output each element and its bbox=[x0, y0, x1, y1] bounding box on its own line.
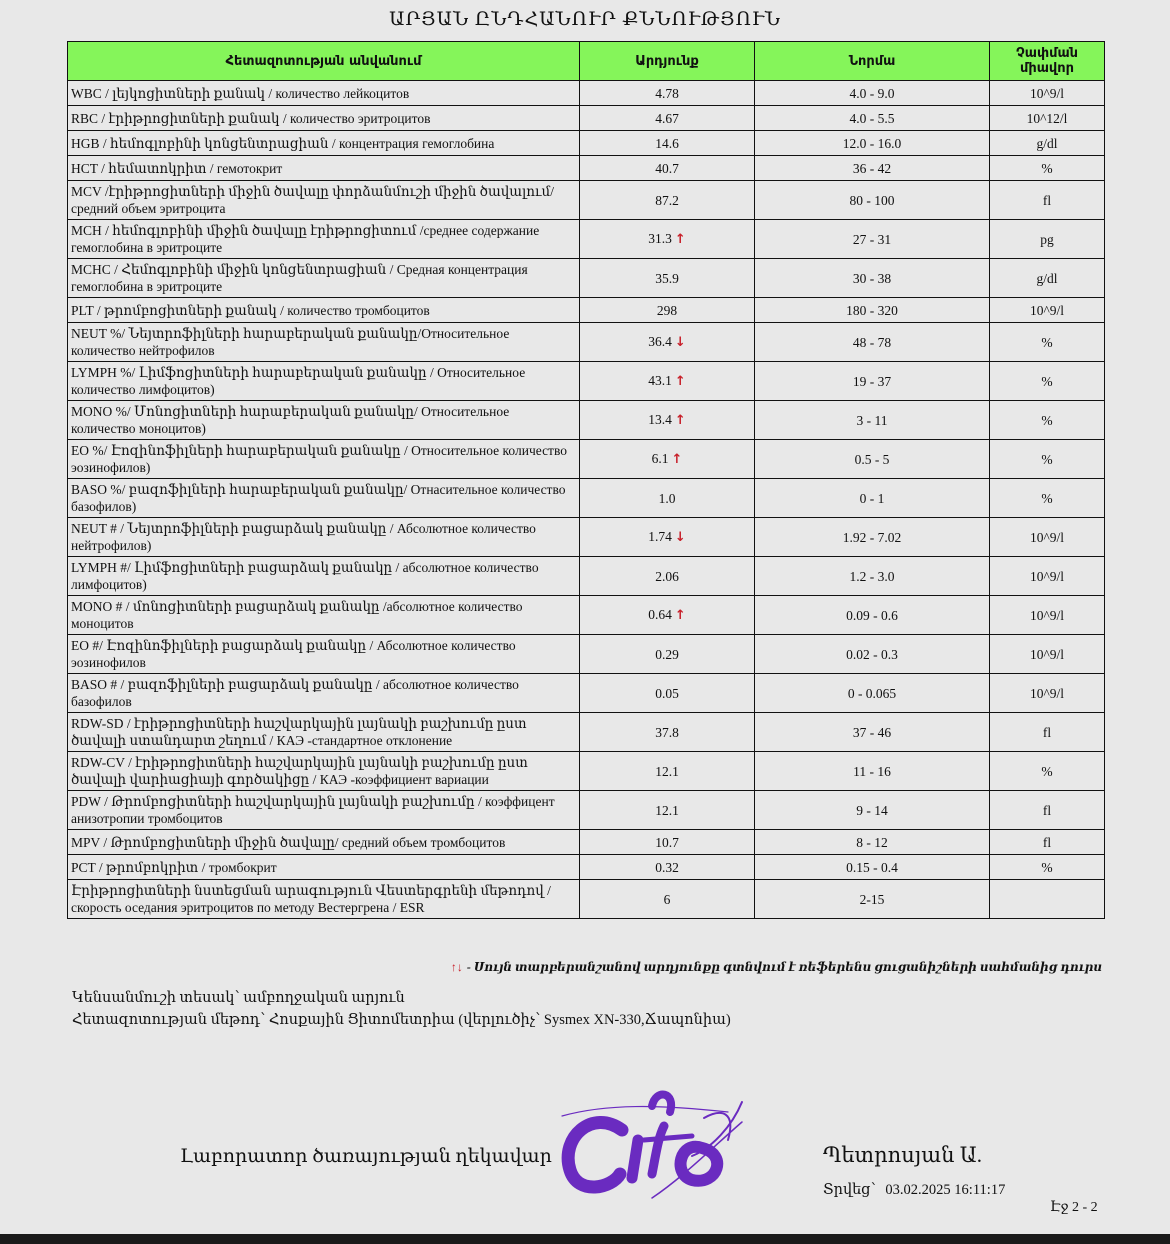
issue-date bbox=[823, 1182, 1005, 1199]
unit: % bbox=[990, 362, 1105, 401]
unit: % bbox=[990, 401, 1105, 440]
table-row bbox=[68, 674, 1105, 713]
result-value: 0.64 bbox=[648, 607, 672, 622]
reference-range: 0 - 1 bbox=[755, 479, 990, 518]
arrow-up-icon: ↑ bbox=[674, 413, 686, 428]
table-row bbox=[68, 752, 1105, 791]
table-row bbox=[68, 362, 1105, 401]
legend bbox=[451, 960, 1102, 975]
unit: 10^9/l bbox=[990, 557, 1105, 596]
unit: 10^9/l bbox=[990, 596, 1105, 635]
test-name: RDW-CV / էրիթրոցիտների հաշվարկային լայնակի բաշխումը ըստ ծավալի վարիացիայի գործակիցը / КАЭ -коэффициент вариации bbox=[68, 752, 580, 791]
result-value: 40.7 bbox=[655, 160, 679, 176]
test-name: NEUT %/ Նեյտրոֆիլների հարաբերական քանակը/Относительное количество нейтрофилов bbox=[68, 323, 580, 362]
reference-range: 48 - 78 bbox=[755, 323, 990, 362]
table-row bbox=[68, 156, 1105, 181]
test-name: PDW / Թրոմբոցիտների հաշվարկային լայնակի բաշխումը / коэффицент анизотропии тромбоцитов bbox=[68, 791, 580, 830]
test-name: MCHC / Հեմոգլոբինի միջին կոնցենտրացիան / Средная концентрация гемоглобина в эритроците bbox=[68, 259, 580, 298]
reference-range: 2-15 bbox=[755, 880, 990, 919]
result-value: 298 bbox=[656, 302, 678, 318]
header-unit: Չափման միավոր bbox=[990, 42, 1105, 81]
table-header-row bbox=[68, 42, 1105, 81]
reference-range: 4.0 - 9.0 bbox=[755, 81, 990, 106]
result-value: 14.6 bbox=[655, 135, 679, 151]
test-result bbox=[580, 635, 755, 674]
result-value: 0.05 bbox=[655, 685, 679, 701]
unit: fl bbox=[990, 791, 1105, 830]
test-name: MONO %/ Մոնոցիտների հարաբերական քանակը/ Относительное количество моноцитов) bbox=[68, 401, 580, 440]
unit: 10^9/l bbox=[990, 298, 1105, 323]
unit: fl bbox=[990, 830, 1105, 855]
test-result bbox=[580, 518, 755, 557]
test-result bbox=[580, 880, 755, 919]
signature-image bbox=[552, 1078, 752, 1208]
table-row bbox=[68, 106, 1105, 131]
table-row bbox=[68, 220, 1105, 259]
reference-range: 12.0 - 16.0 bbox=[755, 131, 990, 156]
result-value: 0.32 bbox=[655, 859, 679, 875]
result-value: 10.7 bbox=[655, 834, 679, 850]
result-value: 31.3 bbox=[648, 231, 672, 246]
test-result bbox=[580, 362, 755, 401]
test-name: NEUT # / Նեյտրոֆիլների բացարձակ քանակը / Абсолютное количество нейтрофилов) bbox=[68, 518, 580, 557]
result-value: 2.06 bbox=[655, 568, 679, 584]
arrow-up-icon: ↑ bbox=[671, 452, 683, 467]
legend-arrows: ↑↓ bbox=[450, 960, 463, 974]
results-table bbox=[67, 41, 1105, 919]
table-row bbox=[68, 131, 1105, 156]
test-result bbox=[580, 440, 755, 479]
result-value: 6.1 bbox=[651, 451, 669, 466]
reference-range: 180 - 320 bbox=[755, 298, 990, 323]
test-name: EO %/ Էոզինոֆիլների հարաբերական քանակը / Относительное количество эозинофилов) bbox=[68, 440, 580, 479]
table-row bbox=[68, 830, 1105, 855]
test-result bbox=[580, 791, 755, 830]
unit: % bbox=[990, 440, 1105, 479]
results-body bbox=[68, 81, 1105, 919]
result-value: 4.78 bbox=[655, 85, 679, 101]
table-row bbox=[68, 81, 1105, 106]
arrow-up-icon: ↑ bbox=[674, 374, 686, 389]
result-value: 87.2 bbox=[655, 192, 679, 208]
test-result bbox=[580, 752, 755, 791]
test-name: PCT / թրոմբոկրիտ / тромбокрит bbox=[68, 855, 580, 880]
reference-range: 19 - 37 bbox=[755, 362, 990, 401]
unit: 10^9/l bbox=[990, 518, 1105, 557]
unit: % bbox=[990, 156, 1105, 181]
test-name: Էրիթրոցիտների նստեցման արագություն Վեստերգրենի մեթոդով / скорость оседания эритроцитов по методу Вестергрена / ESR bbox=[68, 880, 580, 919]
test-name: RDW-SD / էրիթրոցիտների հաշվարկային լայնակի բաշխումը ըստ ծավալի ստանդարտ շեղում / КАЭ -стандартное отклонение bbox=[68, 713, 580, 752]
table-row bbox=[68, 401, 1105, 440]
test-result bbox=[580, 323, 755, 362]
test-name: LYMPH %/ Լիմֆոցիտների հարաբերական քանակը / Относительное количество лимфоцитов) bbox=[68, 362, 580, 401]
unit: g/dl bbox=[990, 131, 1105, 156]
result-value: 1.74 bbox=[648, 529, 672, 544]
test-result bbox=[580, 674, 755, 713]
test-name: LYMPH #/ Լիմֆոցիտների բացարձակ քանակը / абсолютное количество лимфоцитов) bbox=[68, 557, 580, 596]
unit: 10^9/l bbox=[990, 674, 1105, 713]
unit: fl bbox=[990, 713, 1105, 752]
result-value: 12.1 bbox=[655, 802, 679, 818]
table-row bbox=[68, 298, 1105, 323]
arrow-up-icon: ↑ bbox=[674, 232, 686, 247]
test-name: RBC / էրիթրոցիտների քանակ / количество эритроцитов bbox=[68, 106, 580, 131]
result-value: 43.1 bbox=[648, 373, 672, 388]
table-row bbox=[68, 557, 1105, 596]
reference-range: 36 - 42 bbox=[755, 156, 990, 181]
test-name: EO #/ Էոզինոֆիլների բացարձակ քանակը / Абсолютное количество эозинофилов bbox=[68, 635, 580, 674]
test-name: MONO # / մոնոցիտների բացարձակ քանակը /абсолютное количество моноцитов bbox=[68, 596, 580, 635]
reference-range: 80 - 100 bbox=[755, 181, 990, 220]
reference-range: 1.92 - 7.02 bbox=[755, 518, 990, 557]
unit: 10^9/l bbox=[990, 635, 1105, 674]
table-row bbox=[68, 518, 1105, 557]
result-value: 35.9 bbox=[655, 270, 679, 286]
reference-range: 8 - 12 bbox=[755, 830, 990, 855]
table-row bbox=[68, 479, 1105, 518]
result-value: 37.8 bbox=[655, 724, 679, 740]
reference-range: 0.09 - 0.6 bbox=[755, 596, 990, 635]
test-result bbox=[580, 81, 755, 106]
test-method: Հետազոտության մեթոդ՝ Հոսքային Ցիտոմետրիա (վերլուծիչ՝ Sysmex XN-330,Ճապոնիա) bbox=[72, 1012, 731, 1028]
issue-date-value: 03.02.2025 16:11:17 bbox=[885, 1182, 1006, 1198]
specimen-type: Կենսանմուշի տեսակ՝ ամբողջական արյուն bbox=[72, 990, 405, 1006]
unit bbox=[990, 880, 1105, 919]
unit: fl bbox=[990, 181, 1105, 220]
unit: % bbox=[990, 855, 1105, 880]
test-result bbox=[580, 479, 755, 518]
table-row bbox=[68, 596, 1105, 635]
reference-range: 0.5 - 5 bbox=[755, 440, 990, 479]
result-value: 36.4 bbox=[648, 334, 672, 349]
test-result bbox=[580, 401, 755, 440]
test-name: BASO # / բազոֆիլների բացարձակ քանակը / абсолютное количество базофилов bbox=[68, 674, 580, 713]
test-name: MCH / հեմոգլոբինի միջին ծավալը էրիթրոցիտում /среднее содержание гемоглобина в эритроците bbox=[68, 220, 580, 259]
test-name: PLT / թրոմբոցիտների քանակ / количество тромбоцитов bbox=[68, 298, 580, 323]
result-value: 6 bbox=[663, 891, 671, 907]
reference-range: 0.15 - 0.4 bbox=[755, 855, 990, 880]
reference-range: 27 - 31 bbox=[755, 220, 990, 259]
bottom-bar bbox=[0, 1234, 1170, 1244]
unit: 10^9/l bbox=[990, 81, 1105, 106]
reference-range: 30 - 38 bbox=[755, 259, 990, 298]
reference-range: 0.02 - 0.3 bbox=[755, 635, 990, 674]
test-result bbox=[580, 596, 755, 635]
test-result bbox=[580, 830, 755, 855]
reference-range: 9 - 14 bbox=[755, 791, 990, 830]
unit: g/dl bbox=[990, 259, 1105, 298]
test-name: HCT / հեմատոկրիտ / гемотокрит bbox=[68, 156, 580, 181]
unit: 10^12/l bbox=[990, 106, 1105, 131]
header-result: Արդյունք bbox=[580, 42, 755, 81]
test-result bbox=[580, 259, 755, 298]
table-row bbox=[68, 880, 1105, 919]
table-row bbox=[68, 713, 1105, 752]
table-row bbox=[68, 440, 1105, 479]
unit: % bbox=[990, 752, 1105, 791]
test-result bbox=[580, 713, 755, 752]
arrow-up-icon: ↑ bbox=[674, 608, 686, 623]
head-title: Լաբորատոր ծառայության ղեկավար bbox=[180, 1146, 552, 1167]
table-row bbox=[68, 855, 1105, 880]
result-value: 1.0 bbox=[658, 490, 676, 506]
reference-range: 1.2 - 3.0 bbox=[755, 557, 990, 596]
reference-range: 37 - 46 bbox=[755, 713, 990, 752]
reference-range: 11 - 16 bbox=[755, 752, 990, 791]
reference-range: 3 - 11 bbox=[755, 401, 990, 440]
table-row bbox=[68, 259, 1105, 298]
unit: pg bbox=[990, 220, 1105, 259]
test-result bbox=[580, 156, 755, 181]
test-result bbox=[580, 557, 755, 596]
report-title: ԱՐՅԱՆ ԸՆԴՀԱՆՈՒՐ ՔՆՆՈՒԹՅՈՒՆ bbox=[389, 9, 781, 30]
head-name: Պետրոսյան Ա. bbox=[823, 1143, 983, 1167]
result-value: 13.4 bbox=[648, 412, 672, 427]
page-number: Էջ 2 - 2 bbox=[1050, 1200, 1098, 1215]
table-row bbox=[68, 323, 1105, 362]
test-name: MPV / Թրոմբոցիտների միջին ծավալը/ средний объем тромбоцитов bbox=[68, 830, 580, 855]
unit: % bbox=[990, 323, 1105, 362]
test-result bbox=[580, 298, 755, 323]
result-value: 0.29 bbox=[655, 646, 679, 662]
test-name: WBC / լեյկոցիտների քանակ / количество лейкоцитов bbox=[68, 81, 580, 106]
result-value: 12.1 bbox=[655, 763, 679, 779]
issue-date-label: Տրվեց՝ bbox=[823, 1182, 876, 1198]
reference-range: 4.0 - 5.5 bbox=[755, 106, 990, 131]
test-result bbox=[580, 220, 755, 259]
result-value: 4.67 bbox=[655, 110, 679, 126]
reference-range: 0 - 0.065 bbox=[755, 674, 990, 713]
arrow-down-icon: ↓ bbox=[674, 530, 686, 545]
table-row bbox=[68, 791, 1105, 830]
table-row bbox=[68, 635, 1105, 674]
header-norm: Նորմա bbox=[755, 42, 990, 81]
test-name: BASO %/ բազոֆիլների հարաբերական քանակը/ Отнасительное количество базофилов) bbox=[68, 479, 580, 518]
test-name: HGB / հեմոգլոբինի կոնցենտրացիան / концентрация гемоглобина bbox=[68, 131, 580, 156]
test-result bbox=[580, 106, 755, 131]
table-row bbox=[68, 181, 1105, 220]
test-result bbox=[580, 855, 755, 880]
test-name: MCV /էրիթրոցիտների միջին ծավալը փորձանմուշի միջին ծավալում/ средний объем эритроцита bbox=[68, 181, 580, 220]
test-result bbox=[580, 181, 755, 220]
unit: % bbox=[990, 479, 1105, 518]
header-name: Հետազոտության անվանում bbox=[68, 42, 580, 81]
arrow-down-icon: ↓ bbox=[674, 335, 686, 350]
legend-text: - Սույն տարբերանշանով արդյունքը գտնվում է ռեֆերենս ցուցանիշների սահմանից դուրս bbox=[466, 960, 1102, 974]
test-result bbox=[580, 131, 755, 156]
